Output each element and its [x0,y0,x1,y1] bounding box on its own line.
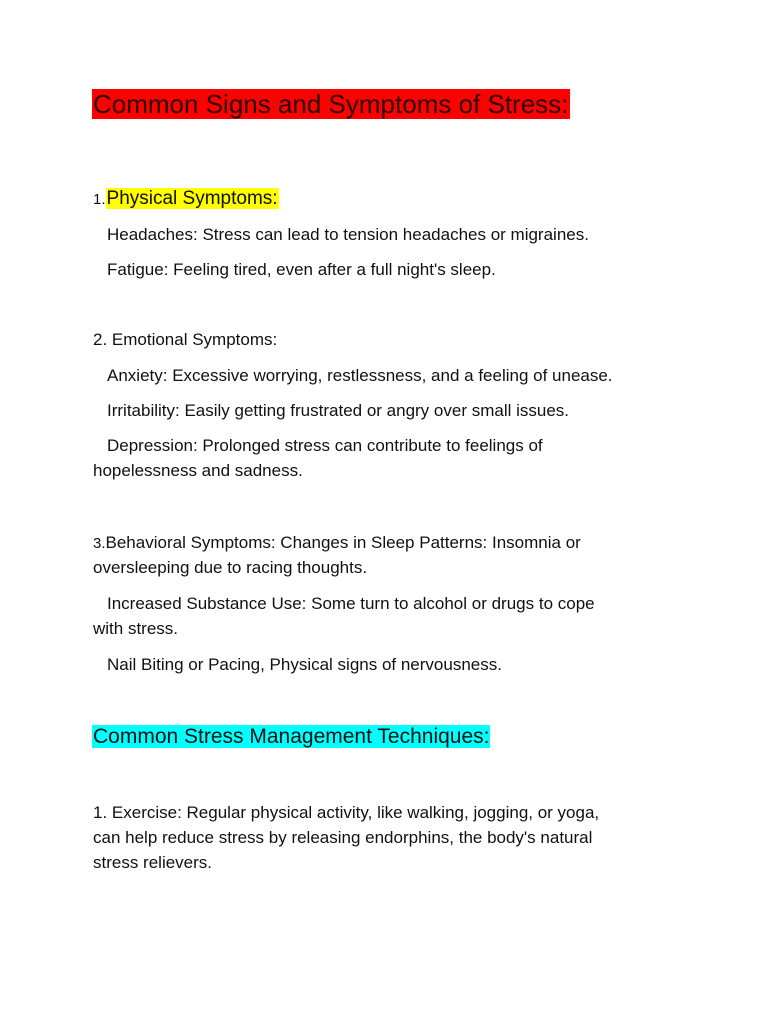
section-behavioral-text: Behavioral Symptoms: Changes in Sleep Patterns: Insomnia or [105,533,581,552]
list-item: Fatigue: Feeling tired, even after a full night's sleep. [107,260,496,279]
list-item-continuation: with stress. [93,619,179,638]
list-item: Anxiety: Excessive worrying, restlessness, and a feeling of unease. [107,366,613,385]
main-heading-text: Common Signs and Symptoms of Stress: [93,89,569,119]
section-physical-number: 1. [93,191,106,208]
section-physical-title-text: Physical Symptoms: [106,188,278,209]
list-item: Irritability: Easily getting frustrated or angry over small issues. [107,401,570,420]
list-item: Increased Substance Use: Some turn to alcohol or drugs to cope [107,594,595,613]
techniques-heading-text: Common Stress Management Techniques: [93,725,490,748]
technique-line: 1. Exercise: Regular physical activity, like walking, jogging, or yoga, [93,803,600,822]
list-item: Headaches: Stress can lead to tension headaches or migraines. [107,225,589,244]
section-emotional-title: 2. Emotional Symptoms: [93,330,278,349]
techniques-heading [92,723,490,750]
main-heading [92,87,570,121]
section-behavioral-number: 3. [93,535,106,552]
list-item: Nail Biting or Pacing, Physical signs of nervousness. [107,655,502,674]
section-behavioral-line [93,530,581,556]
list-item: Depression: Prolonged stress can contribute to feelings of [107,436,543,455]
technique-line: stress relievers. [93,853,213,872]
section-physical-title [93,186,279,212]
list-item-continuation: hopelessness and sadness. [93,461,303,480]
list-item-continuation: oversleeping due to racing thoughts. [93,558,368,577]
technique-line: can help reduce stress by releasing endorphins, the body's natural [93,828,593,847]
